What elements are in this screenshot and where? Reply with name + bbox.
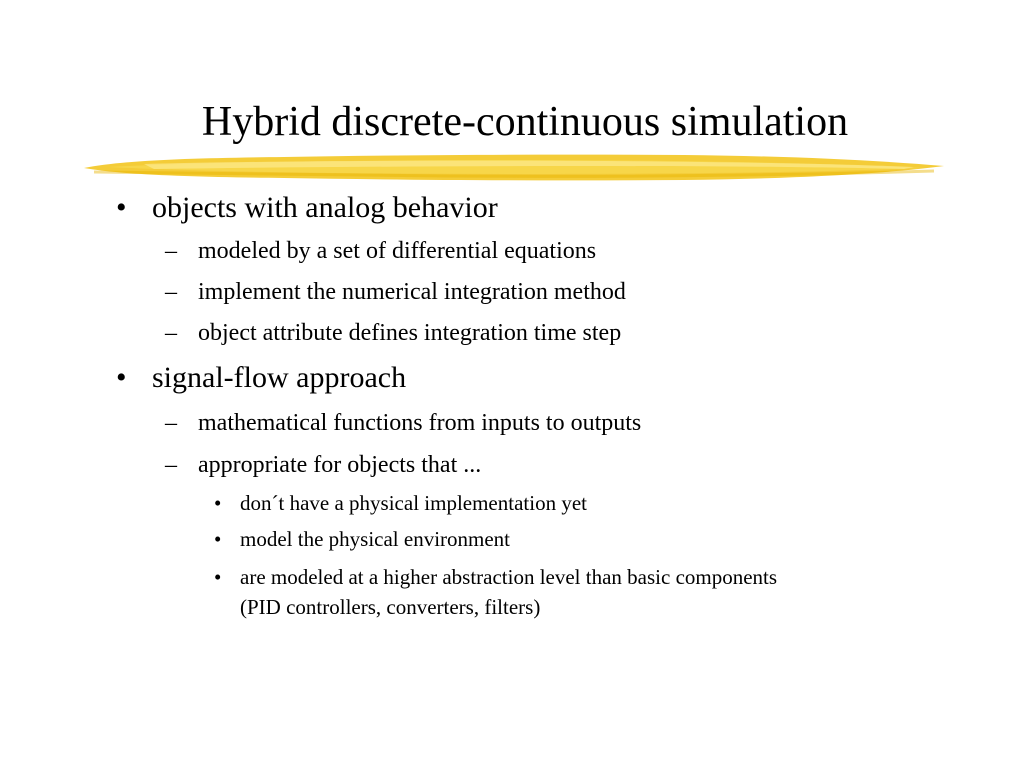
bullet-level-2 (0, 408, 1024, 442)
bullet-level-3 (0, 490, 1024, 520)
bullet-text: (PID controllers, converters, filters) (240, 595, 541, 619)
bullet-level-2 (0, 450, 1024, 484)
bullet-text: modeled by a set of differential equations (198, 238, 597, 264)
bullet-text: signal-flow approach (152, 361, 407, 394)
dash-marker: – (165, 320, 177, 346)
bullet-marker: • (116, 361, 127, 394)
bullet-text: model the physical environment (240, 527, 511, 551)
dash-marker: – (165, 238, 177, 264)
bullet-level-2 (0, 318, 1024, 352)
bullet-text: implement the numerical integration method (198, 279, 626, 305)
dash-marker: – (165, 452, 177, 478)
bullet-level-3 (0, 526, 1024, 556)
small-bullet-marker: • (214, 527, 222, 551)
bullet-text: mathematical functions from inputs to outputs (198, 410, 642, 436)
bullet-text: appropriate for objects that ... (198, 452, 482, 478)
bullet-level-3 (0, 564, 1024, 594)
bullet-level-1 (0, 190, 1024, 230)
bullet-text: objects with analog behavior (152, 191, 498, 224)
bullet-level-2 (0, 236, 1024, 270)
bullet-level-2 (0, 277, 1024, 311)
small-bullet-marker: • (214, 565, 222, 589)
bullet-marker: • (116, 191, 127, 224)
bullet-level-1 (0, 360, 1024, 400)
bullet-text: are modeled at a higher abstraction level than basic components (240, 565, 778, 589)
dash-marker: – (165, 410, 177, 436)
dash-marker: – (165, 279, 177, 305)
small-bullet-marker: • (214, 491, 222, 515)
bullet-text: object attribute defines integration time step (198, 320, 622, 346)
bullet-text: don´t have a physical implementation yet (240, 491, 587, 515)
bullet-continuation (0, 594, 1024, 624)
slide-title: Hybrid discrete-continuous simulation (201, 99, 849, 145)
